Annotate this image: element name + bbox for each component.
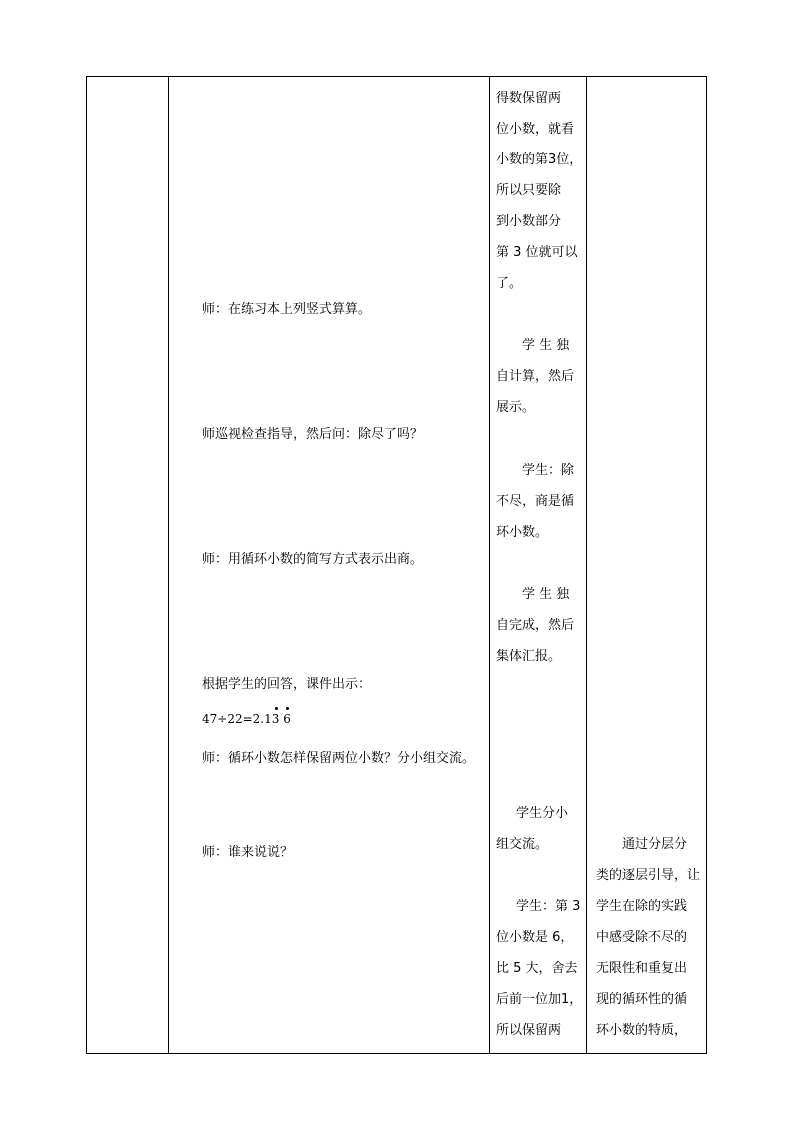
intent-line: 中感受除不尽的 <box>596 930 688 945</box>
student-line: 所以保留两 <box>496 1023 562 1038</box>
student-line: 自计算，然后 <box>496 369 575 384</box>
student-line: 组交流。 <box>496 837 549 852</box>
intent-line: 无限性和重复出 <box>596 961 688 976</box>
intent-line: 学生在除的实践 <box>596 899 688 914</box>
student-line: 位小数是 6， <box>496 930 574 945</box>
teacher-instruction-6: 师：谁来说说？ <box>202 845 294 860</box>
student-line: 后前一位加1， <box>496 992 583 1007</box>
student-line: 不尽，商是循 <box>496 494 575 509</box>
student-line: 集体汇报。 <box>496 649 562 664</box>
column-divider-1 <box>168 77 169 1053</box>
student-line: 学 生 独 <box>522 338 570 353</box>
intent-line: 现的循环性的循 <box>596 992 688 1007</box>
student-line: 环小数。 <box>496 525 549 540</box>
formula-prefix: 47÷22=2.1 <box>202 712 272 726</box>
student-line: 所以只要除 <box>496 183 562 198</box>
student-line: 第 3 位就可以 <box>496 245 578 260</box>
student-line: 学 生 独 <box>522 587 570 602</box>
formula-repeat-digit-2: 6 <box>283 712 291 726</box>
teacher-instruction-1: 师：在练习本上列竖式算算。 <box>202 302 372 317</box>
intent-line: 通过分层分 <box>622 837 688 852</box>
column-divider-3 <box>586 77 587 1053</box>
repeat-dot <box>275 707 278 710</box>
student-line: 展示。 <box>496 400 536 415</box>
repeating-decimal-formula <box>202 712 291 726</box>
teacher-instruction-5: 师：循环小数怎样保留两位小数？分小组交流。 <box>202 751 476 766</box>
teacher-instruction-2: 师巡视检查指导，然后问：除尽了吗？ <box>202 427 424 442</box>
intent-line: 环小数的特质， <box>596 1023 688 1038</box>
student-line: 学生分小 <box>516 806 569 821</box>
student-line: 比 5 大，舍去 <box>496 961 578 976</box>
teacher-instruction-4: 根据学生的回答，课件出示： <box>202 677 372 692</box>
student-line: 得数保留两 <box>496 91 562 106</box>
column-divider-2 <box>489 77 490 1053</box>
student-line: 了。 <box>496 276 523 291</box>
student-line: 学生：第 3 <box>516 899 581 914</box>
student-line: 小数的第3位， <box>496 152 583 167</box>
intent-line: 类的逐层引导，让 <box>596 868 701 883</box>
student-line: 学生：除 <box>522 463 575 478</box>
formula-repeat-digit-1: 3 <box>272 712 280 726</box>
student-line: 自完成，然后 <box>496 618 575 633</box>
student-line: 位小数，就看 <box>496 122 575 137</box>
student-line: 到小数部分 <box>496 214 562 229</box>
teacher-instruction-3: 师：用循环小数的简写方式表示出商。 <box>202 552 424 567</box>
